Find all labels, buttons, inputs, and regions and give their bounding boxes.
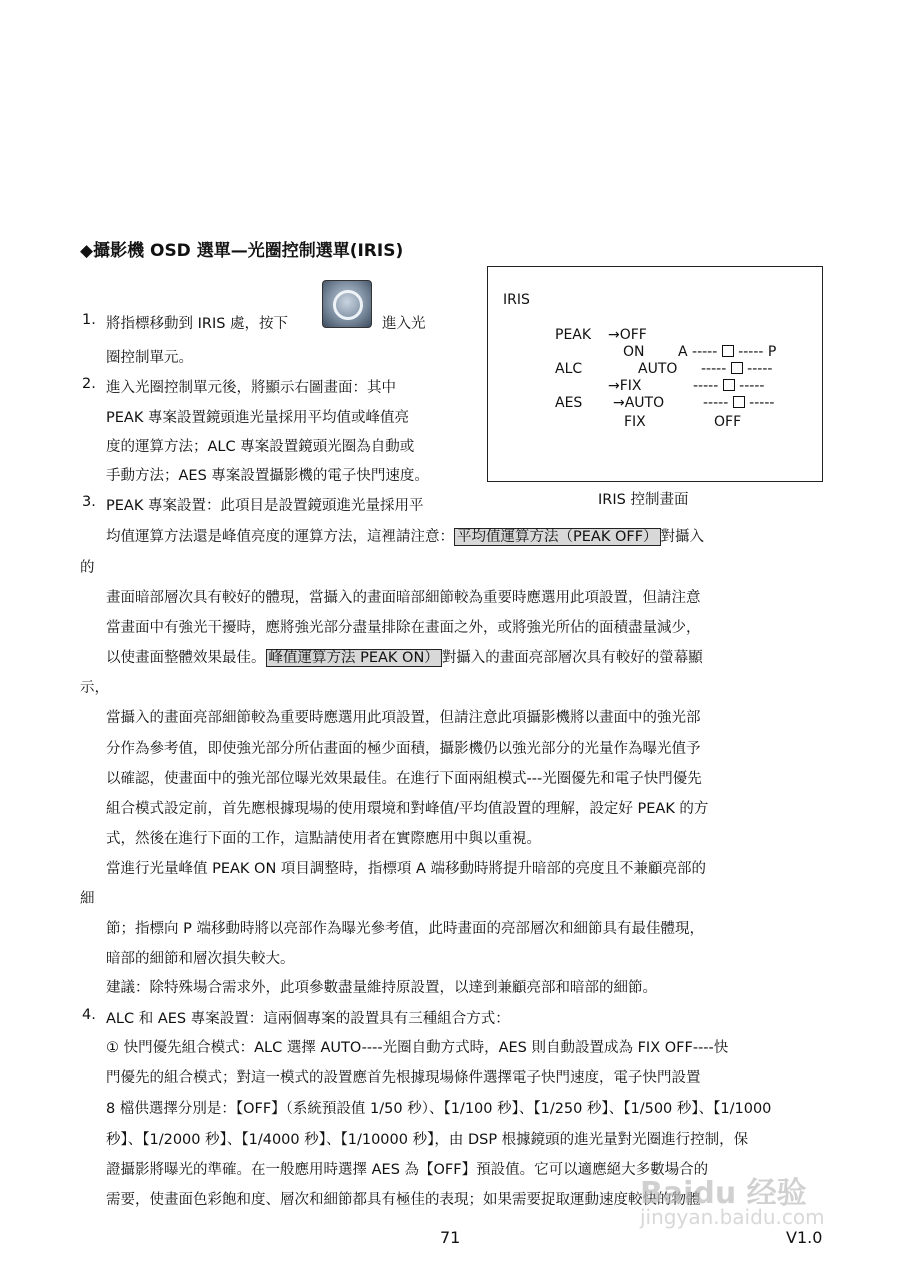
item4-line: 門優先的組合模式；對這一模式的設置應首先根據現場條件選擇電子快門速度，電子快門設置 (106, 1070, 701, 1086)
item4-line: 秒】、【1/2000 秒】、【1/4000 秒】、【1/10000 秒】，由 DSP 根據鏡頭的進光量對光圈進行控制，保 (106, 1132, 749, 1148)
osd-alc-fix-row (693, 378, 764, 394)
item3-line: 分作為參考值，即使強光部分所佔畫面的極少面積，攝影機仍以強光部分的光量作為曝光值予 (106, 741, 701, 757)
item3-line: 當畫面中有強光干擾時，應將強光部分盡量排除在畫面之外，或將強光所佔的面積盡量減少， (106, 620, 701, 636)
dash: ----- (693, 378, 719, 394)
item1-text-a: 將指標移動到 IRIS 處，按下 (106, 316, 289, 332)
item1-text-b: 進入光 (382, 316, 426, 332)
page-title: ◆攝影機 OSD 選單—光圈控制選單(IRIS) (80, 241, 404, 261)
item3-line: 畫面暗部層次具有較好的體現，當攝入的畫面暗部細節較為重要時應選用此項設置，但請注意 (106, 590, 701, 606)
osd-peak-slider (678, 344, 776, 360)
item3-line: 節；指標向 P 端移動時將以亮部作為曝光參考值，此時畫面的亮部層次和細節具有最佳體現， (106, 921, 704, 937)
osd-off-label: OFF (714, 414, 742, 430)
item4-number: 4. (82, 1007, 96, 1023)
item2-line: PEAK 專案設置鏡頭進光量採用平均值或峰值亮 (106, 410, 409, 426)
item4-line: ALC 和 AES 專案設置：這兩個專案的設置具有三種組合方式： (106, 1011, 510, 1027)
item3-line: 式，然後在進行下面的工作，這點請使用者在實際應用中與以重視。 (106, 831, 541, 847)
item1-number: 1. (82, 312, 96, 328)
item2-number: 2. (82, 376, 96, 392)
osd-fix-label: FIX (624, 414, 646, 430)
item3-line: 當攝入的畫面亮部細節較為重要時應選用此項設置，但請注意此項攝影機將以畫面中的強光部 (106, 710, 701, 726)
item3-line: 組合模式設定前，首先應根據現場的使用環境和對峰值/平均值設置的理解，設定好 PEAK 的方 (106, 801, 709, 817)
item3-number: 3. (82, 494, 96, 510)
text: 對攝入 (660, 529, 705, 545)
osd-on-label: ON (623, 344, 645, 360)
osd-title: IRIS (503, 292, 530, 308)
item2-line: 進入光圈控制單元後，將顯示右圖畫面：其中 (106, 380, 396, 396)
dash: ----- (703, 395, 729, 411)
item3-line: 的 (80, 560, 95, 576)
item3-line (106, 525, 704, 546)
item3-line: 以確認，使畫面中的強光部位曝光效果最佳。在進行下面兩組模式---光圈優先和電子快門優先 (106, 771, 702, 787)
item3-line: PEAK 專案設置：此項目是設置鏡頭進光量採用平 (106, 498, 424, 514)
iris-button-icon (322, 280, 372, 328)
text: 以使畫面整體效果最佳。 (106, 650, 266, 666)
checkbox-icon (723, 379, 735, 391)
osd-alc-label: ALC (555, 361, 583, 377)
version-label: V1.0 (786, 1228, 823, 1247)
item4-line: ① 快門優先組合模式：ALC 選擇 AUTO----光圈自動方式時，AES 則自動設置成為 FIX OFF----快 (106, 1040, 729, 1056)
item1-text-c: 圈控制單元。 (106, 350, 193, 366)
checkbox-icon (733, 396, 745, 408)
osd-aes-auto: →AUTO (613, 395, 665, 411)
osd-aes-auto-row (703, 395, 774, 411)
dash: ----- (701, 361, 727, 377)
watermark-logo: Baidu 经验 (640, 1176, 807, 1211)
osd-alc-auto-row (701, 361, 772, 377)
osd-alc-auto: AUTO (638, 361, 678, 377)
page-number: 71 (440, 1228, 461, 1247)
osd-slider-right: ----- P (738, 344, 777, 360)
item3-line: 示， (80, 680, 109, 696)
osd-peak-value: →OFF (608, 327, 647, 343)
item2-line: 手動方法；AES 專案設置攝影機的電子快門速度。 (106, 468, 429, 484)
item3-line: 建議：除特殊場合需求外，此項參數盡量維持原設置，以達到兼顧亮部和暗部的細節。 (106, 980, 657, 996)
iris-osd-panel (487, 266, 823, 482)
checkbox-icon (722, 345, 734, 357)
osd-peak-label: PEAK (555, 327, 592, 343)
text: 均值運算方法還是峰值亮度的運算方法，這裡請注意： (106, 529, 454, 545)
osd-alc-fix: →FIX (608, 378, 642, 394)
item3-line: 當進行光量峰值 PEAK ON 項目調整時，指標項 A 端移動時將提升暗部的亮度且不兼顧亮部的 (106, 861, 707, 877)
item4-line: 證攝影將曝光的準確。在一般應用時選擇 AES 為【OFF】預設值。它可以適應絕大多數場合的 (106, 1162, 709, 1178)
highlight-peak-off: 平均值運算方法（PEAK OFF） (454, 528, 661, 546)
item3-line (106, 646, 703, 667)
item4-line: 需要，使畫面色彩飽和度、層次和細節都具有極佳的表現；如果需要捉取運動速度較快的物體 (106, 1192, 701, 1208)
item4-line: 8 檔供選擇分別是：【OFF】（系統預設值 1/50 秒）、【1/100 秒】、【1/250 秒】、【1/500 秒】、【1/1000 (106, 1101, 772, 1117)
item2-line: 度的運算方法；ALC 專案設置鏡頭光圈為自動或 (106, 439, 415, 455)
osd-caption: IRIS 控制畫面 (598, 492, 689, 508)
text: 對攝入的畫面亮部層次具有較好的螢幕顯 (441, 650, 703, 666)
dash: ----- (749, 395, 775, 411)
item3-line: 暗部的細節和層次損失較大。 (106, 951, 295, 967)
osd-aes-label: AES (555, 395, 583, 411)
watermark-url: jingyan.baidu.com (640, 1205, 825, 1229)
checkbox-icon (731, 362, 743, 374)
item3-line: 細 (80, 891, 95, 907)
highlight-peak-on: 峰值運算方法 PEAK ON） (266, 649, 442, 667)
osd-slider-left: A ----- (678, 344, 718, 360)
dash: ----- (747, 361, 773, 377)
dash: ----- (739, 378, 765, 394)
